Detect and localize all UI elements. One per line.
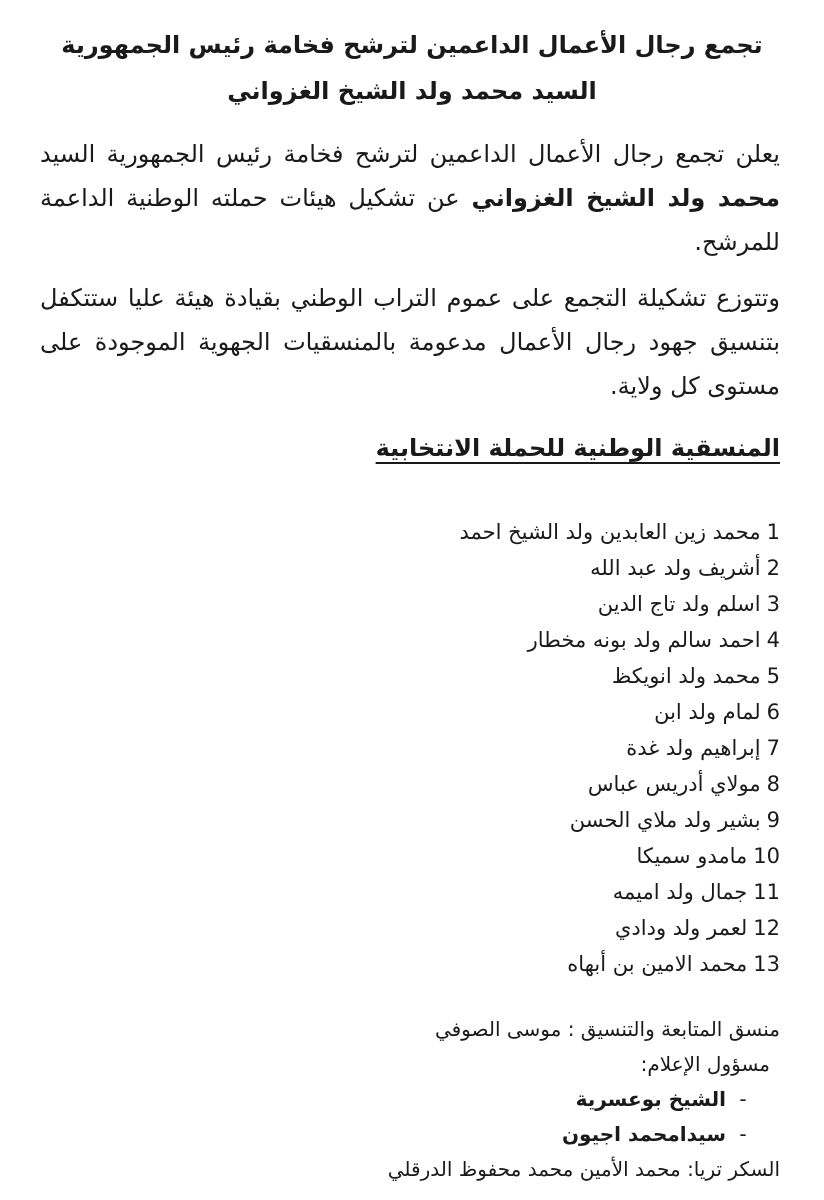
list-item (459, 874, 780, 910)
candidate-name: محمد ولد الشيخ الغزواني (471, 184, 780, 212)
item-name: إبراهيم ولد غدة (626, 736, 761, 760)
item-number: 12 (753, 916, 780, 940)
footer-block (40, 1012, 780, 1187)
item-name: لمام ولد ابن (654, 700, 761, 724)
item-name: جمال ولد اميمه (612, 880, 748, 904)
members-list (459, 514, 780, 982)
media-person (40, 1117, 780, 1152)
item-name: احمد سالم ولد بونه مخطار (527, 628, 761, 652)
dash-bullet: - (739, 1122, 747, 1146)
item-number: 6 (766, 700, 780, 724)
coordinator-line: منسق المتابعة والتنسيق : موسى الصوفي (434, 1017, 780, 1041)
document-title (40, 22, 784, 114)
item-name: مامدو سميكا (636, 844, 748, 868)
list-item (459, 658, 780, 694)
title-line-2: السيد محمد ولد الشيخ الغزواني (227, 77, 597, 105)
media-person-name: سيدامحمد اجيون (561, 1122, 726, 1146)
item-number: 2 (766, 556, 780, 580)
item-number: 11 (753, 880, 780, 904)
list-item (459, 838, 780, 874)
item-number: 3 (766, 592, 780, 616)
structure-paragraph: وتتوزع تشكيلة التجمع على عموم التراب الوطني بقيادة هيئة عليا ستتكفل بتنسيق جهود رجال الأعمال مدعومة بالمنسقيات الجهوية الموجودة على مستوى كل ولاية. (40, 284, 780, 400)
item-number: 1 (766, 520, 780, 544)
item-name: أشريف ولد عبد الله (590, 556, 761, 580)
item-name: مولاي أدريس عباس (587, 772, 761, 796)
item-name: بشير ولد ملاي الحسن (569, 808, 761, 832)
media-person-name: الشيخ بوعسرية (575, 1087, 726, 1111)
item-number: 13 (753, 952, 780, 976)
section-heading: المنسقية الوطنية للحملة الانتخابية (375, 434, 780, 462)
list-item (459, 550, 780, 586)
item-name: اسلم ولد تاج الدين (597, 592, 761, 616)
item-name: لعمر ولد ودادي (614, 916, 748, 940)
media-label: مسؤول الإعلام: (640, 1052, 770, 1076)
list-item (459, 730, 780, 766)
announcement-paragraph (40, 132, 780, 264)
list-item (459, 766, 780, 802)
item-number: 4 (766, 628, 780, 652)
list-item (459, 946, 780, 982)
secretary-line: السكر تريا: محمد الأمين محمد محفوظ الدرقلي (387, 1157, 780, 1181)
item-number: 7 (766, 736, 780, 760)
title-line-1: تجمع رجال الأعمال الداعمين لترشح فخامة رئيس الجمهورية (61, 31, 763, 59)
item-name: محمد الامين بن أبهاه (567, 952, 748, 976)
item-number: 8 (766, 772, 780, 796)
list-item (459, 586, 780, 622)
media-person (40, 1082, 780, 1117)
list-item (459, 622, 780, 658)
item-number: 9 (766, 808, 780, 832)
item-name: محمد ولد انويكظ (611, 664, 761, 688)
item-number: 10 (753, 844, 780, 868)
list-item (459, 694, 780, 730)
paragraph-text-start: يعلن تجمع رجال الأعمال الداعمين لترشح فخامة رئيس الجمهورية السيد (40, 140, 780, 168)
dash-bullet: - (739, 1087, 747, 1111)
list-item (459, 910, 780, 946)
list-item (459, 514, 780, 550)
item-number: 5 (766, 664, 780, 688)
list-item (459, 802, 780, 838)
paragraph-text-end: عن تشكيل هيئات حملته الوطنية الداعمة للمرشح. (40, 184, 780, 256)
item-name: محمد زين العابدين ولد الشيخ احمد (459, 520, 761, 544)
